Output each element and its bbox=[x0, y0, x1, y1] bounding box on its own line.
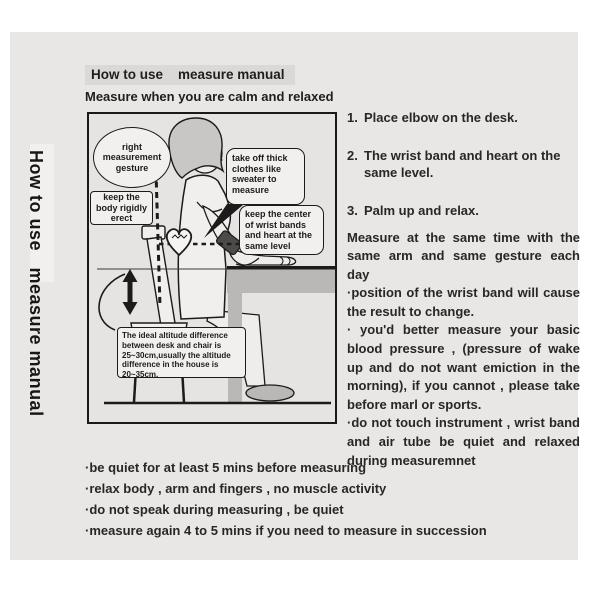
note-basic-pressure: · you'd better measure your basic blood pressure , (pressure of wake up and do not want emiction in the morning), if you cannot , please take before marl or sports. bbox=[347, 322, 580, 412]
bottom-note-relax: ·relax body , arm and fingers , no muscle activity bbox=[85, 481, 387, 497]
callout-body-erect: keep the body rigidly erect bbox=[90, 191, 153, 225]
note-do-not-touch: ·do not touch instrument , wrist band and air tube be quiet and relaxed during measuremnet bbox=[347, 415, 580, 468]
height-double-arrow-icon bbox=[99, 269, 138, 330]
note-same-time: Measure at the same time with the same arm and same gesture each day bbox=[347, 229, 580, 282]
step-1-number: 1. bbox=[347, 110, 358, 125]
callout-altitude-difference: The ideal altitude difference between desk and chair is 25~30cm,usually the altitude difference in the house is 20~35cm. bbox=[117, 327, 246, 378]
bottom-note-no-speak: ·do not speak during measuring , be quiet bbox=[85, 502, 344, 518]
step-1-text: Place elbow on the desk. bbox=[364, 110, 518, 125]
step-2-number: 2. bbox=[347, 147, 358, 163]
page-title: How to use measure manual bbox=[85, 65, 295, 85]
step-3 bbox=[347, 203, 580, 220]
callout-take-off-clothes: take off thick clothes like sweater to measure bbox=[226, 148, 305, 205]
bottom-note-quiet: ·be quiet for at least 5 mins before measuring bbox=[85, 460, 367, 475]
step-2-text: The wrist band and heart on the same level. bbox=[364, 147, 561, 180]
instruction-list bbox=[347, 110, 580, 470]
note-band-position: ·position of the wrist band will cause the result to change. bbox=[347, 285, 580, 319]
bottom-note-measure-again: ·measure again 4 to 5 mins if you need to measure in succession bbox=[85, 523, 487, 539]
bottom-notes bbox=[85, 457, 565, 541]
step-3-number: 3. bbox=[347, 202, 358, 218]
callout-wrist-heart-level: keep the center of wrist bands and heart at the same level bbox=[239, 205, 324, 255]
step-3-text: Palm up and relax. bbox=[364, 202, 479, 218]
posture-illustration-frame bbox=[87, 112, 337, 424]
step-2 bbox=[347, 148, 580, 182]
scanned-manual-area bbox=[10, 32, 578, 560]
vertical-section-title: How to use measure manual bbox=[26, 150, 46, 417]
slipper bbox=[246, 385, 294, 401]
callout-right-gesture: right measurement gesture bbox=[93, 127, 171, 188]
step-1 bbox=[347, 110, 580, 127]
page-subtitle: Measure when you are calm and relaxed bbox=[85, 89, 334, 104]
